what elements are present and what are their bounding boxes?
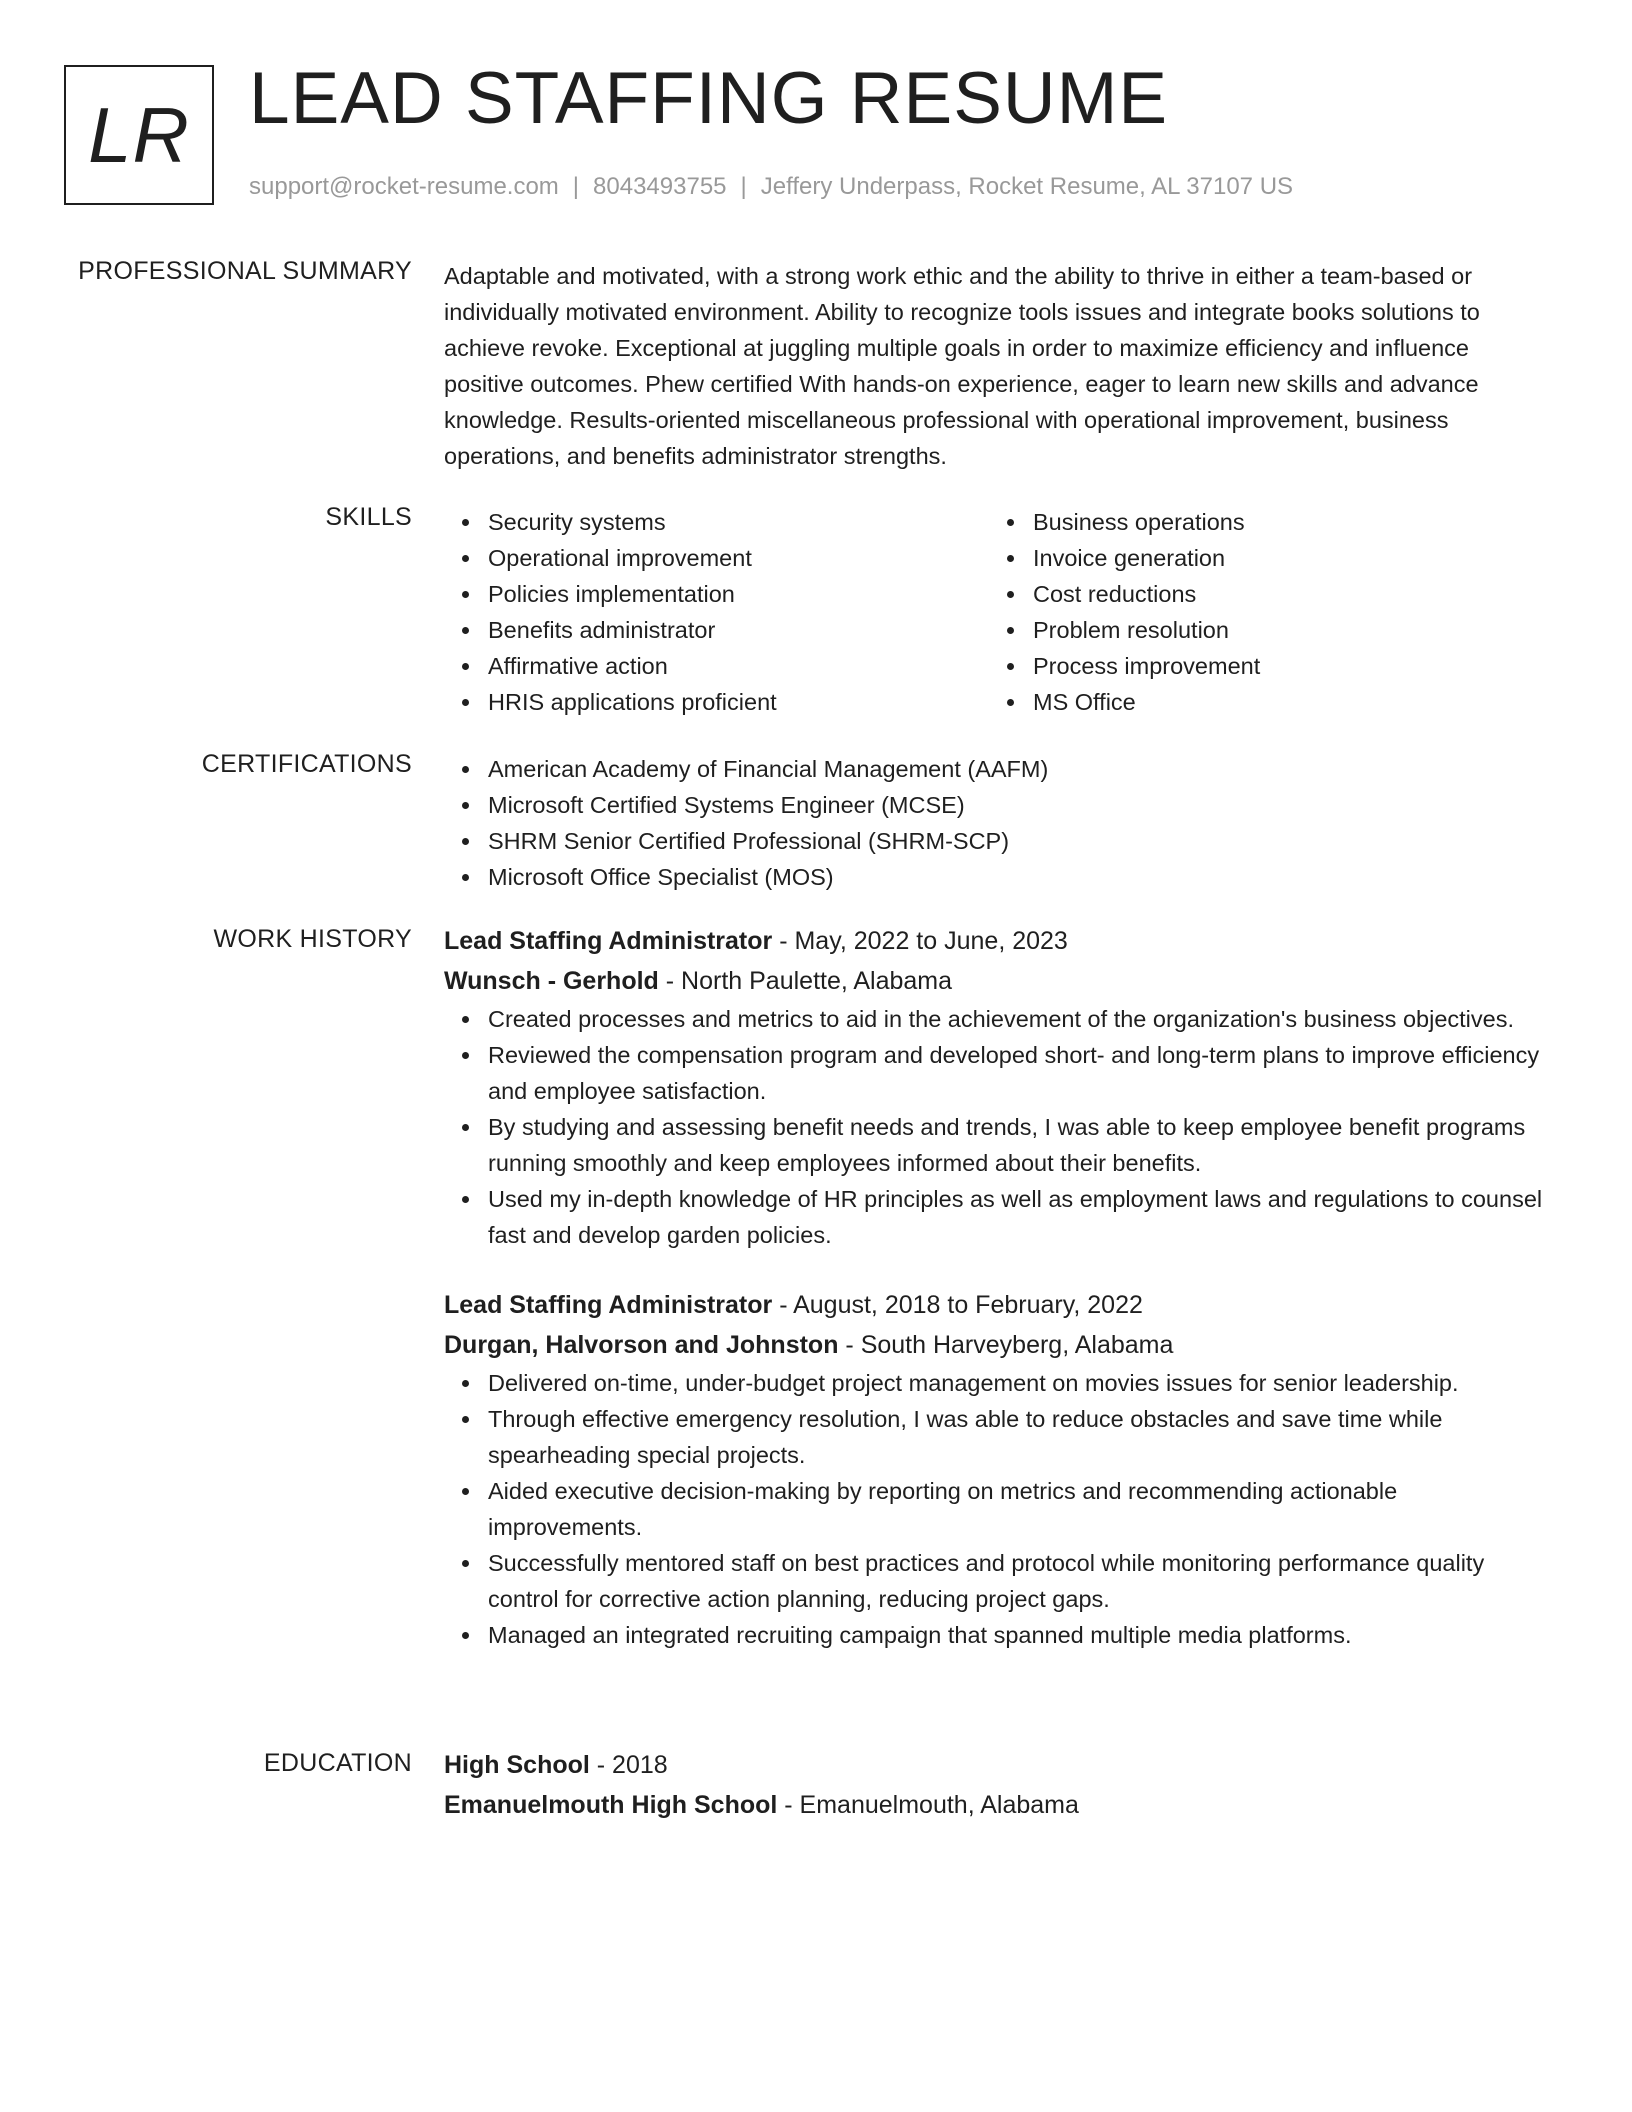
skills-body xyxy=(444,504,1554,720)
section-label-summary: PROFESSIONAL SUMMARY xyxy=(78,257,412,285)
job-company-line xyxy=(444,1325,1554,1365)
certification-item: Microsoft Certified Systems Engineer (MCSE) xyxy=(488,787,1554,823)
job-bullet: Aided executive decision-making by reporting on metrics and recommending actionable improvements. xyxy=(488,1473,1554,1545)
contact-line xyxy=(249,173,1293,201)
certifications-body xyxy=(444,751,1554,895)
skills-grid xyxy=(444,504,1554,720)
job-bullet: Used my in-depth knowledge of HR principles as well as employment laws and regulations to counsel fast and develop garden policies. xyxy=(488,1181,1554,1253)
section-label-work-history: WORK HISTORY xyxy=(213,925,412,953)
education-degree-line xyxy=(444,1745,1554,1785)
skill-item: Business operations xyxy=(1033,504,1534,540)
job-location: - South Harveyberg, Alabama xyxy=(838,1331,1174,1359)
job-dates: - May, 2022 to June, 2023 xyxy=(772,927,1068,955)
summary-text: Adaptable and motivated, with a strong work ethic and the ability to thrive in either a team-based or individually motivated environment. Ability to recognize tools issues and integrate books solutions to achieve revoke. Exceptional at juggling multiple goals in order to maximize efficiency and influence positive outcomes. Phew certified With hands-on experience, eager to learn new skills and advance knowledge. Results-oriented miscellaneous professional with operational improvement, business operations, and benefits administrator strengths. xyxy=(444,263,1480,469)
section-label-education: EDUCATION xyxy=(263,1749,412,1777)
job-title-line xyxy=(444,1285,1554,1325)
skill-item: Invoice generation xyxy=(1033,540,1534,576)
job-bullet: Reviewed the compensation program and developed short- and long-term plans to improve efficiency and employee satisfaction. xyxy=(488,1037,1554,1109)
skill-item: MS Office xyxy=(1033,684,1534,720)
job-bullet: Created processes and metrics to aid in the achievement of the organization's business objectives. xyxy=(488,1001,1554,1037)
certification-item: SHRM Senior Certified Professional (SHRM-SCP) xyxy=(488,823,1554,859)
education-school: Emanuelmouth High School xyxy=(444,1791,778,1819)
education-degree: High School xyxy=(444,1751,590,1779)
job-dates: - August, 2018 to February, 2022 xyxy=(772,1291,1143,1319)
job-entry xyxy=(444,1285,1554,1653)
job-location: - North Paulette, Alabama xyxy=(658,967,953,995)
job-bullet: Delivered on-time, under-budget project management on movies issues for senior leadership. xyxy=(488,1365,1554,1401)
contact-separator: | xyxy=(572,173,580,200)
skill-item: Operational improvement xyxy=(488,540,989,576)
skill-item: Process improvement xyxy=(1033,648,1534,684)
job-company-line xyxy=(444,961,1554,1001)
job-bullet: Managed an integrated recruiting campaign that spanned multiple media platforms. xyxy=(488,1617,1554,1653)
section-label-certifications: CERTIFICATIONS xyxy=(201,750,412,778)
skill-item: Security systems xyxy=(488,504,989,540)
page-title: LEAD STAFFING RESUME xyxy=(249,58,1169,139)
job-entry xyxy=(444,921,1554,1253)
section-label-skills: SKILLS xyxy=(325,503,412,531)
skill-item: Policies implementation xyxy=(488,576,989,612)
education-school-line xyxy=(444,1785,1554,1825)
job-bullet: Through effective emergency resolution, I was able to reduce obstacles and save time while spearheading special projects. xyxy=(488,1401,1554,1473)
certification-item: American Academy of Financial Management (AAFM) xyxy=(488,751,1554,787)
education-location: - Emanuelmouth, Alabama xyxy=(777,1791,1079,1819)
skill-item: Problem resolution xyxy=(1033,612,1534,648)
resume-header xyxy=(64,58,1564,215)
skills-column-left xyxy=(444,504,989,720)
monogram-logo: LR xyxy=(64,65,214,205)
skill-item: Cost reductions xyxy=(1033,576,1534,612)
education-body xyxy=(444,1745,1554,1825)
contact-email: support@rocket-resume.com xyxy=(249,173,559,200)
job-title-line xyxy=(444,921,1554,961)
skill-item: HRIS applications proficient xyxy=(488,684,989,720)
contact-phone: 8043493755 xyxy=(593,173,727,200)
skill-item: Benefits administrator xyxy=(488,612,989,648)
skills-column-right xyxy=(989,504,1534,720)
certification-item: Microsoft Office Specialist (MOS) xyxy=(488,859,1554,895)
contact-address: Jeffery Underpass, Rocket Resume, AL 37107 US xyxy=(760,173,1294,200)
job-bullet: Successfully mentored staff on best practices and protocol while monitoring performance quality control for corrective action planning, reducing project gaps. xyxy=(488,1545,1554,1617)
summary-body xyxy=(444,258,1554,474)
job-bullet: By studying and assessing benefit needs and trends, I was able to keep employee benefit programs running smoothly and keep employees informed about their benefits. xyxy=(488,1109,1554,1181)
job-company: Durgan, Halvorson and Johnston xyxy=(444,1331,839,1359)
job-title: Lead Staffing Administrator xyxy=(444,1291,773,1319)
education-year: - 2018 xyxy=(589,1751,668,1779)
job-title: Lead Staffing Administrator xyxy=(444,927,773,955)
job-company: Wunsch - Gerhold xyxy=(444,967,659,995)
contact-separator: | xyxy=(740,173,747,200)
work-history-body xyxy=(444,921,1554,1653)
skill-item: Affirmative action xyxy=(488,648,989,684)
